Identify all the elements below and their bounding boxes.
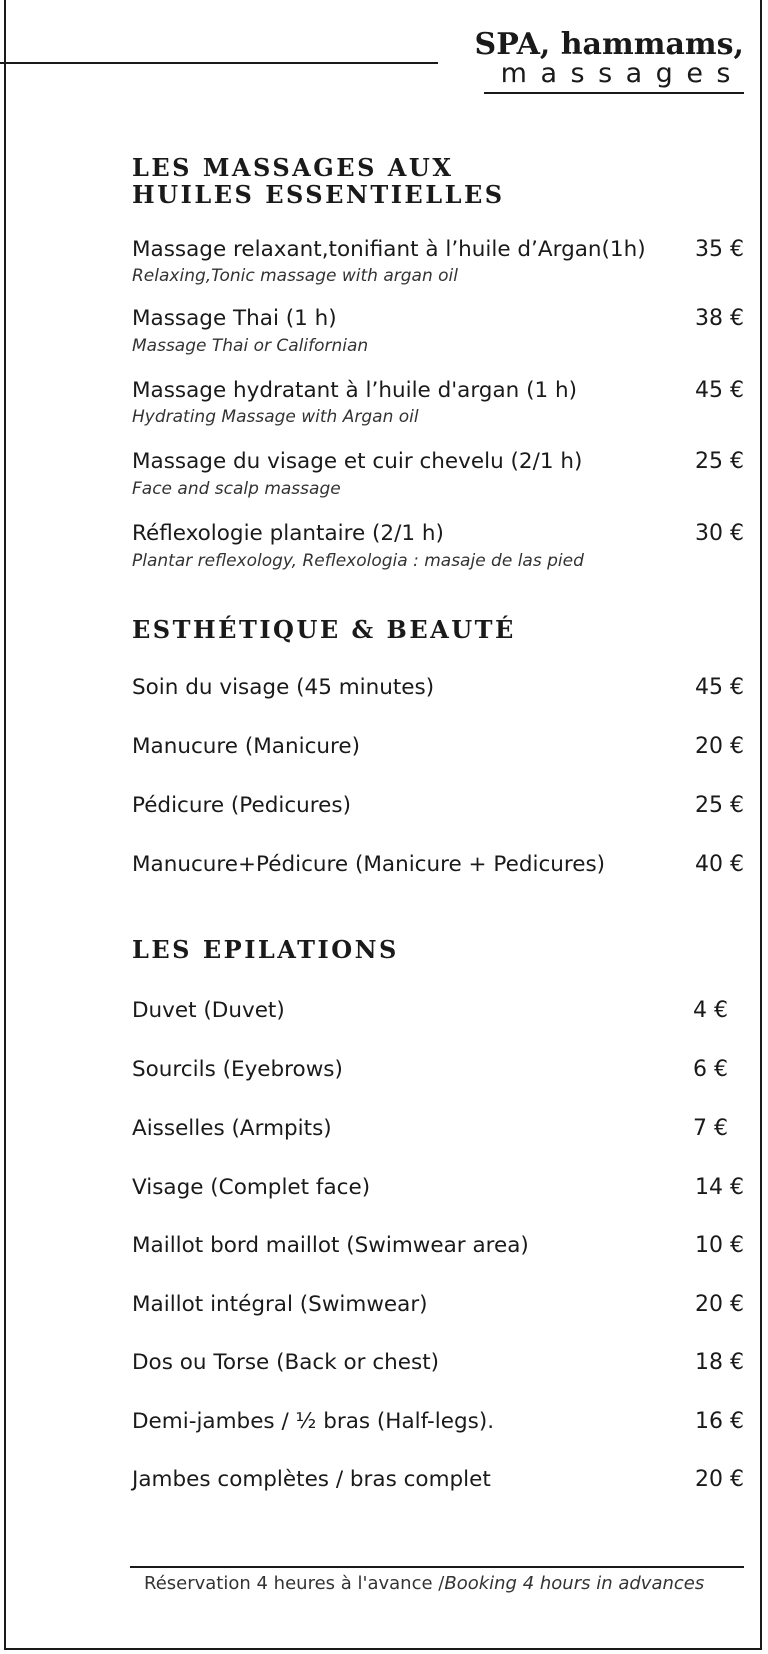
footer-rule [130,1566,744,1568]
item-price: 25 € [695,449,744,474]
item-name: Massage relaxant,tonifiant à l’huile d’Argan(1h) [132,237,646,262]
footer-fr: Réservation 4 heures à l'avance / [144,1573,445,1594]
item-price: 7 € [693,1116,728,1141]
section-title-epilations: LES EPILATIONS [132,935,399,964]
item-price: 20 € [695,734,744,759]
item-name: Maillot bord maillot (Swimwear area) [132,1233,529,1258]
item-name: Sourcils (Eyebrows) [132,1057,343,1082]
item-name: Soin du visage (45 minutes) [132,675,435,700]
item-name: Massage hydratant à l’huile d'argan (1 h) [132,378,577,403]
item-price: 14 € [695,1175,744,1200]
item-name: Manucure+Pédicure (Manicure + Pedicures) [132,852,606,877]
item-subtitle: Face and scalp massage [132,479,341,499]
item-name: Réflexologie plantaire (2/1 h) [132,521,444,546]
item-price: 38 € [695,306,744,331]
item-price: 30 € [695,521,744,546]
item-name: Pédicure (Pedicures) [132,793,351,818]
item-price: 20 € [695,1292,744,1317]
item-price: 35 € [695,237,744,262]
footer-en: Booking 4 hours in advances [444,1573,705,1594]
item-price: 16 € [695,1409,744,1434]
item-price: 10 € [695,1233,744,1258]
item-price: 20 € [695,1467,744,1492]
item-name: Massage du visage et cuir chevelu (2/1 h) [132,449,583,474]
item-name: Aisselles (Armpits) [132,1116,332,1141]
item-name: Manucure (Manicure) [132,734,360,759]
item-price: 6 € [693,1057,728,1082]
item-subtitle: Hydrating Massage with Argan oil [132,407,419,427]
item-price: 25 € [695,793,744,818]
item-subtitle: Plantar reflexology, Reflexologia : masaje de las pied [132,551,584,571]
section-title-massages: LES MASSAGES AUX HUILES ESSENTIELLES [132,153,505,209]
header-rule [0,62,438,64]
item-subtitle: Massage Thai or Californian [132,336,369,356]
item-name: Jambes complètes / bras complet [132,1467,491,1492]
item-price: 18 € [695,1350,744,1375]
section-title-beauty: ESTHÉTIQUE & BEAUTÉ [132,615,516,644]
page-title: SPA, hammams, [474,27,744,62]
footer-note [144,1572,742,1596]
item-name: Visage (Complet face) [132,1175,371,1200]
item-name: Massage Thai (1 h) [132,306,337,331]
item-name: Demi-jambes / ½ bras (Half-legs). [132,1409,495,1434]
item-name: Dos ou Torse (Back or chest) [132,1350,440,1375]
item-price: 4 € [693,998,728,1023]
item-name: Maillot intégral (Swimwear) [132,1292,428,1317]
item-price: 45 € [695,675,744,700]
item-name: Duvet (Duvet) [132,998,285,1023]
page-subtitle: massages [484,58,744,94]
item-price: 40 € [695,852,744,877]
item-price: 45 € [695,378,744,403]
item-subtitle: Relaxing,Tonic massage with argan oil [132,266,458,286]
